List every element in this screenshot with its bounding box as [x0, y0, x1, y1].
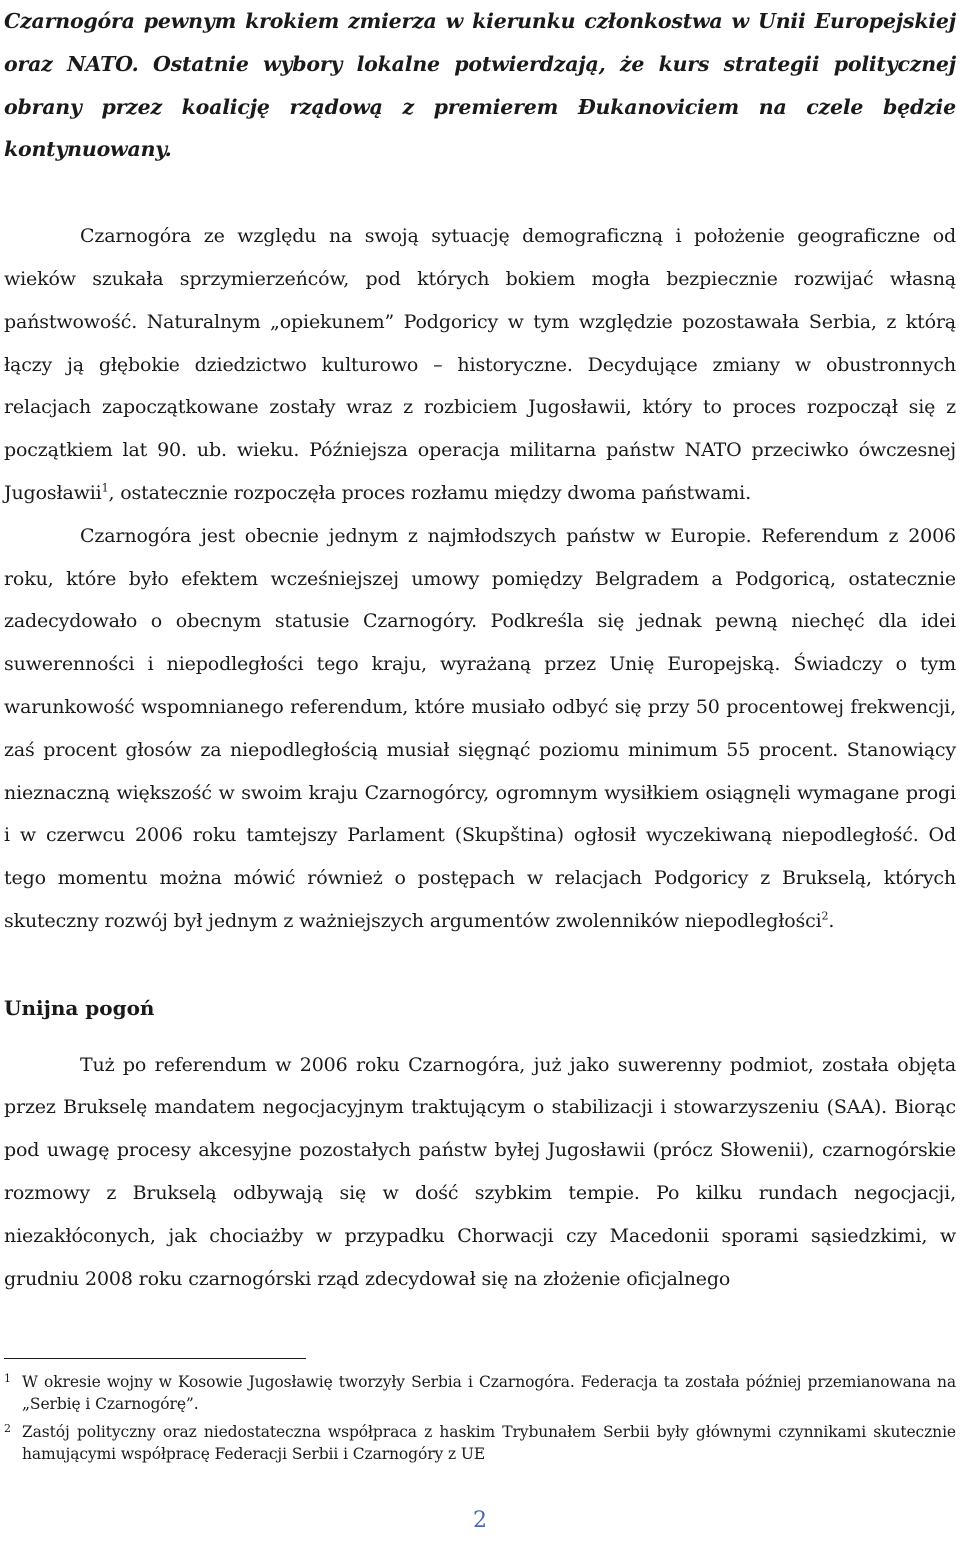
- footnote-text: Zastój polityczny oraz niedostateczna współpraca z haskim Trybunałem Serbii były głównymi czynnikami skutecznie hamującymi współpracę Federacji Serbii i Czarnogóry z UE: [22, 1423, 956, 1463]
- footnote-number: 2: [4, 1422, 11, 1435]
- footnote-2: [4, 1421, 956, 1465]
- body-paragraph-3: Tuż po referendum w 2006 roku Czarnogóra, już jako suwerenny podmiot, została objęta przez Brukselę mandatem negocjacyjnym traktującym o stabilizacji i stowarzyszeniu (SAA). Biorąc pod uwagę procesy akcesyjne pozostałych państw byłej Jugosławii (prócz Słowenii), czarnogórskie rozmowy z Brukselą odbywają się w dość szybkim tempie. Po kilku rundach negocjacji, niezakłóconych, jak chociażby w przypadku Chorwacji czy Macedonii sporami sąsiedzkimi, w grudniu 2008 roku czarnogórski rząd zdecydował się na złożenie oficjalnego: [4, 1053, 956, 1290]
- footnote-ref-2[interactable]: 2: [821, 909, 829, 923]
- paragraph-text: Czarnogóra ze względu na swoją sytuację demograficzną i położenie geograficzne od wieków szukała sprzymierzeńców, pod których bokiem mogła bezpiecznie rozwijać własną państwowość. Naturalnym „opiekunem” Podgoricy w tym względzie pozostawała Serbia, z którą łączy ją głębokie dziedzictwo kulturowo – historyczne. Decydujące zmiany w obustronnych relacjach zapoczątkowane zostały wraz z rozbiciem Jugosławii, który to proces rozpoczął się z początkiem lat 90. ub. wieku. Późniejsza operacja militarna państw NATO przeciwko ówczesnej Jugosławii: [4, 225, 956, 504]
- page-number: 2: [473, 1508, 487, 1533]
- lead-paragraph: Czarnogóra pewnym krokiem zmierza w kierunku członkostwa w Unii Europejskiej oraz NATO. Ostatnie wybory lokalne potwierdzają, że kurs strategii politycznej obrany przez koalicję rządową z premierem Đukanoviciem na czele będzie kontynuowany.: [4, 9, 956, 162]
- footnote-ref-1[interactable]: 1: [101, 481, 109, 495]
- footnote-text: W okresie wojny w Kosowie Jugosławię tworzyły Serbia i Czarnogóra. Federacja ta została później przemianowana na „Serbię i Czarnogórę”.: [22, 1373, 956, 1413]
- paragraph-text: .: [828, 909, 835, 932]
- footnote-separator: [4, 1358, 306, 1359]
- footnotes: [4, 1371, 956, 1471]
- document-page: [4, 0, 956, 1300]
- footnote-1: [4, 1371, 956, 1415]
- section-heading: Unijna pogoń: [4, 995, 155, 1020]
- paragraph-text: Czarnogóra jest obecnie jednym z najmłodszych państw w Europie. Referendum z 2006 roku, które było efektem wcześniejszej umowy pomiędzy Belgradem a Podgoricą, ostatecznie zadecydowało o obecnym statusie Czarnogóry. Podkreśla się jednak pewną niechęć dla idei suwerenności i niepodległości tego kraju, wyrażaną przez Unię Europejską. Świadczy o tym warunkowość wspomnianego referendum, które musiało odbyć się przy 50 procentowej frekwencji, zaś procent głosów za niepodległością musiał sięgnąć poziomu minimum 55 procent. Stanowiący nieznaczną większość w swoim kraju Czarnogórcy, ogromnym wysiłkiem osiągnęli wymagane progi i w czerwcu 2006 roku tamtejszy Parlament (Skupština) ogłosił wyczekiwaną niepodległość. Od tego momentu można mówić również o postępach w relacjach Podgoricy z Brukselą, których skuteczny rozwój był jednym z ważniejszych argumentów zwolenników niepodległości: [4, 524, 956, 932]
- paragraph-text: , ostatecznie rozpoczęła proces rozłamu między dwoma państwami.: [108, 481, 751, 504]
- body-paragraph-2: [4, 515, 956, 943]
- body-paragraph-1: [4, 215, 956, 515]
- footnote-number: 1: [4, 1372, 11, 1385]
